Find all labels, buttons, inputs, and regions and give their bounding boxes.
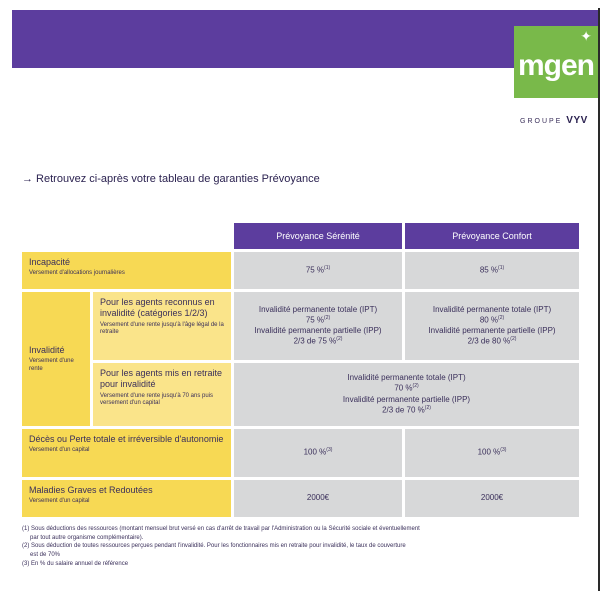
line: Invalidité permanente partielle (IPP) (428, 326, 556, 335)
header-band (12, 10, 598, 68)
value: 85 % (479, 265, 499, 275)
value: 100 % (477, 448, 501, 458)
row-sub: Versement d'une rente (29, 357, 74, 372)
col-header-text: Prévoyance Confort (452, 231, 532, 241)
cell-deces-serenite (234, 429, 402, 477)
footnote: par tout autre organisme complémentaire). (30, 534, 144, 541)
value: 75 % (305, 315, 325, 325)
value: 100 % (303, 448, 327, 458)
line: Invalidité permanente partielle (IPP) (342, 394, 471, 404)
row-label-invalidite (22, 292, 90, 426)
line: Invalidité permanente totale (IPT) (347, 373, 466, 383)
row-title: Pour les agents mis en retraite pour invalidité (100, 368, 223, 390)
row-sub: Versement d'une rente jusqu'à l'âge légal de la retraite (100, 321, 224, 336)
groupe-label: GROUPE (520, 118, 563, 125)
row-label-incapacite (22, 252, 231, 289)
value: 2000€ (480, 493, 504, 503)
note-ref: (2) (336, 336, 343, 343)
value: 2/3 de 80 % (467, 337, 511, 347)
note-ref: (2) (412, 383, 419, 390)
note-ref: (1) (324, 264, 331, 271)
cell-invalidite-a-serenite (234, 292, 402, 360)
cell-incapacite-confort (405, 252, 579, 289)
note-ref: (3) (326, 447, 333, 454)
row-sub: Versement d'un capital (29, 498, 90, 505)
row-title: Maladies Graves et Redoutées (29, 485, 153, 495)
cell-invalidite-a-confort (405, 292, 579, 360)
row-label-invalidite-b (93, 363, 231, 426)
value: 2000€ (306, 493, 330, 503)
value: 2/3 de 75 % (293, 337, 337, 347)
row-sub: Versement d'allocations journalières (29, 270, 125, 277)
note-ref: (2) (510, 336, 517, 343)
note-ref: (2) (498, 314, 505, 321)
mgen-logo (514, 26, 598, 98)
row-label-deces (22, 429, 231, 477)
footnotes (22, 525, 562, 568)
footnote: (2) Sous déduction de toutes ressources perçues pendant l'invalidité. Pour les fonctionnaires mis en retraite pour invalidité, le taux de couverture (22, 543, 406, 550)
cell-incapacite-serenite (234, 252, 402, 289)
footnote: (1) Sous déductions des ressources (montant mensuel brut versé en cas d'arrêt de travail par l'Administration ou la Sécurité sociale et éventuellement (22, 526, 420, 532)
footnote: est de 70% (30, 552, 61, 559)
value: 70 % (394, 384, 413, 394)
row-label-invalidite-a (93, 292, 231, 360)
col-header-confort (405, 223, 579, 249)
cell-maladies-confort (405, 480, 579, 517)
note-ref: (1) (498, 264, 505, 271)
row-title: Invalidité (29, 344, 65, 355)
cell-invalidite-b-both (234, 363, 579, 426)
groupe-vyv (520, 115, 588, 126)
col-header-serenite (234, 223, 402, 249)
row-title: Pour les agents reconnus en invalidité (catégories 1/2/3) (100, 297, 215, 319)
row-title: Décès ou Perte totale et irréversible d'autonomie (29, 434, 224, 444)
line: Invalidité permanente totale (IPT) (258, 304, 378, 314)
note-ref: (2) (424, 404, 431, 411)
row-title: Incapacité (29, 257, 71, 267)
cell-deces-confort (405, 429, 579, 477)
star-icon: ✦ (580, 28, 592, 44)
groupe-name: VYV (566, 115, 588, 126)
row-sub: Versement d'une rente jusqu'à 70 ans puis versement d'un capital (100, 392, 214, 407)
value: 80 % (479, 315, 499, 325)
line: Invalidité permanente partielle (IPP) (254, 326, 382, 335)
cell-maladies-serenite (234, 480, 402, 517)
value: 2/3 de 70 % (382, 405, 425, 415)
line: Invalidité permanente totale (IPT) (432, 304, 552, 314)
note-ref: (3) (500, 447, 507, 454)
logo-text: mgen (517, 49, 594, 82)
row-label-maladies (22, 480, 231, 517)
page-heading: → Retrouvez ci-après votre tableau de garanties Prévoyance (22, 173, 320, 185)
garanties-table (22, 223, 579, 517)
note-ref: (2) (324, 314, 331, 321)
col-header-text: Prévoyance Sérénité (276, 231, 360, 241)
row-sub: Versement d'un capital (29, 447, 90, 454)
footnote: (3) En % du salaire annuel de référence (22, 560, 129, 567)
value: 75 % (305, 265, 325, 275)
